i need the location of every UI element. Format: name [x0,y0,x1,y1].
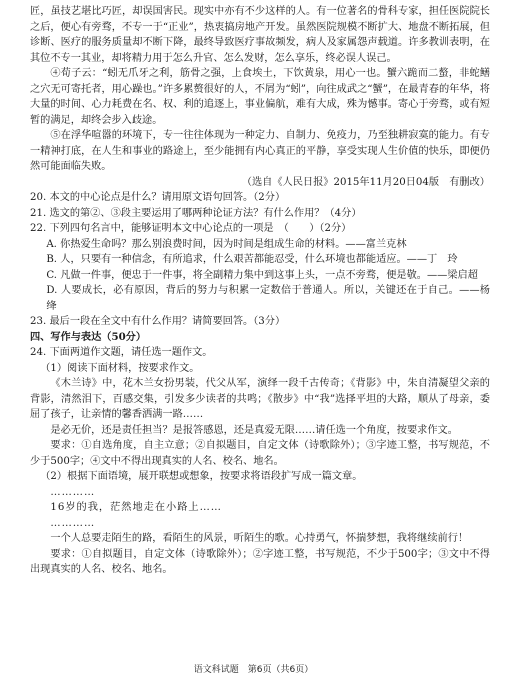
task-2-body: 一个人总要走陌生的路，看陌生的风景，听陌生的歌。心持勇气，怀揣梦想，我将继续前行！ [50,533,469,544]
task-2-title: （2）根据下面语境，展开联想或想象，按要求将语段扩写成一篇文章。 [40,471,363,482]
question-22-option-d: D. 人要成长，必有原因，背后的努力与积累一定数倍于普通人。所以，关键还在于自己。——杨 绛 [46,285,501,312]
task-1-title: （1）阅读下面材料，按要求作文。 [40,362,200,374]
ellipsis-line-top: ………… [50,486,96,498]
content-area [30,4,501,578]
passage-paragraph-4: ④荀子云：“蚓无爪牙之利，筋骨之强，上食埃土，下饮黄泉，用心一也。蟹六跪而二螯，非蛇鳝之穴无可寄托者，用心躁也。”许多累赘很好的人，不屑为“蚓”，向往成武之“蟹”，在最青春的年华，将大量的时间、心力耗费在名、权、利的追逐上，事业偏航，难有大成，殊为憾事。寄心于旁骛，或有短暂的满足，却终会步入歧途。 [30,68,490,126]
question-22-option-c: C. 凡做一件事，便忠于一件事，将全副精力集中到这事上头，一点不旁骛，便是敬。——梁启超 [46,269,478,281]
ellipsis-line-bottom: ………… [50,517,96,529]
question-24: 24. 下面两道作文题，请任选一题作文。 [30,347,213,358]
task-2-opening-line: 16岁的我，茫然地走在小路上…… [50,502,222,513]
question-22-option-a: A. 你热爱生命吗？那么别浪费时间，因为时间是组成生命的材料。——富兰克林 [46,238,407,250]
section-4-title: 四、写作与表达（50分） [30,330,147,343]
question-22-option-b: B. 人，只要有一种信念，有所追求，什么艰苦都能忍受，什么环境也都能适应。——丁 玲 [46,254,458,265]
question-22: 22. 下列四句名言中，能够证明本文中心论点的一项是 （ ）（2分） [30,223,352,234]
page-footer: 语文科试题 第6页（共6页） [193,665,314,675]
task-1-prompt: 是必无价，还是责任担当？是报答感恩，还是真爱无限……请任选一个角度，按要求作文。 [50,424,458,436]
question-20: 20. 本文的中心论点是什么？请用原文语句回答。（2分） [30,192,286,203]
question-21: 21. 选文的第②、③段主要运用了哪两种论证方法？有什么作用？（4分） [30,207,362,219]
passage-source: （选自《人民日报》2015年11月20日04版 有删改） [241,176,490,188]
passage-paragraph-3-end: 匠，虽技艺堪比巧匠，却误国害民。现实中亦有不少这样的人。有一位著名的骨科专家，担任医院院长之后，便心有旁骛，不专一于“正业”，热衷搞房地产开发。虽然医院规模不断扩大、地盘不断拓展，但诊断、医疗的服务质量却不断下降，最终导致医疗事故频发，病人及家属怨声载道。许多教训表明，在其位不专一其业，却将精力用于怎么升官、怎么发财，怎么享乐，终必误人误己。 [30,6,490,64]
task-2-requirements: 要求：①自拟题目，自定文体（诗歌除外）；②字迹工整，书写规范，不少于500字；③文中不得出现真实的人名、校名、地名。 [30,548,490,575]
task-1-material: 《木兰诗》中，花木兰女扮男装，代父从军，演绎一段千古传奇；《背影》中，朱自清凝望父亲的背影，清然泪下，百感交集，引发多少读者的共鸣；《散步》中“我”选择平坦的大路，顺从了母亲，委屈了孩子，让亲情的馨香洒满一路…… [30,378,490,420]
question-23: 23. 最后一段在全文中有什么作用？请简要回答。（3分） [30,316,286,327]
task-1-requirements: 要求：①自选角度，自主立意；②自拟题目，自定文体（诗歌除外）；③字迹工整，书写规范，不少于500字；④文中不得出现真实的人名、校名、地名。 [30,440,490,467]
passage-paragraph-5: ⑤在浮华喧嚣的环境下，专一往往体现为一种定力、自制力、免疫力，乃至独耕寂寞的能力。有专一精神打底，在人生和事业的路途上，至少能拥有内心真正的平静，享受实现人生价值的快乐，即便仍然可能面临失败。 [30,130,490,172]
